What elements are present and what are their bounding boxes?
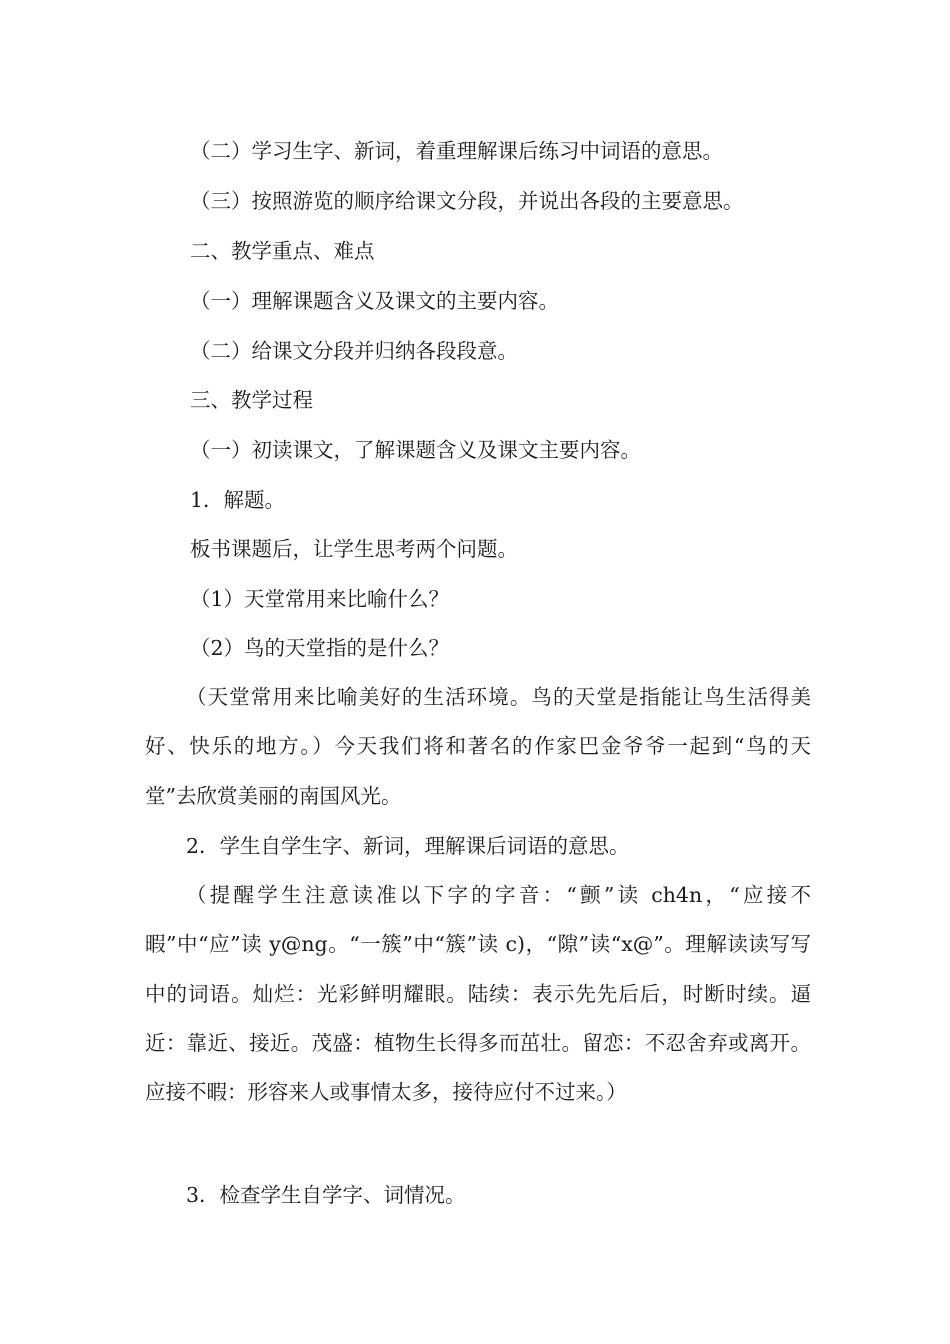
objective-line-3: （三）按照游览的顺序给课文分段，并说出各段的主要意思。 xyxy=(190,189,744,213)
process-step-1: （一）初读课文，了解课题含义及课文主要内容。 xyxy=(190,438,641,462)
answer-paragraph: （天堂常用来比喻美好的生活环境。鸟的天堂是指能让鸟生活得美好、快乐的地方。）今天我们将和著名的作家巴金爷爷一起到“鸟的天堂”去欣赏美丽的南国风光。 xyxy=(145,685,811,808)
key-point-1: （一）理解课题含义及课文的主要内容。 xyxy=(190,289,559,313)
check-step: 3．检查学生自学字、词情况。 xyxy=(186,1183,466,1207)
objective-line-2: （二）学习生字、新词，着重理解课后练习中词语的意思。 xyxy=(190,139,723,163)
board-instruction: 板书课题后，让学生思考两个问题。 xyxy=(190,537,518,561)
section-heading-key-points: 二、教学重点、难点 xyxy=(190,239,375,263)
sub-step-title: 1．解题。 xyxy=(190,488,286,512)
question-1: （1）天堂常用来比喻什么？ xyxy=(190,587,450,611)
section-heading-process: 三、教学过程 xyxy=(190,388,313,412)
self-study-step: 2．学生自学生字、新词，理解课后词语的意思。 xyxy=(186,834,630,858)
pronunciation-note-paragraph: （提醒学生注意读准以下字的字音：“颤”读 ch4n，“应接不暇”中“应”读 y@ng。“一簇”中“簇”读 c)，“隙”读“x@”。理解读读写写中的词语。灿烂：光彩鲜明耀眼。陆续：表示先先后后，时断时续。逼近：靠近、接近。茂盛：植物生长得多而茁壮。留恋：不忍舍弃或离开。应接不暇：形容来人或事情太多，接待应付不过来。） xyxy=(145,883,811,1105)
key-point-2: （二）给课文分段并归纳各段段意。 xyxy=(190,339,518,363)
question-2: （2）鸟的天堂指的是什么？ xyxy=(190,636,450,660)
